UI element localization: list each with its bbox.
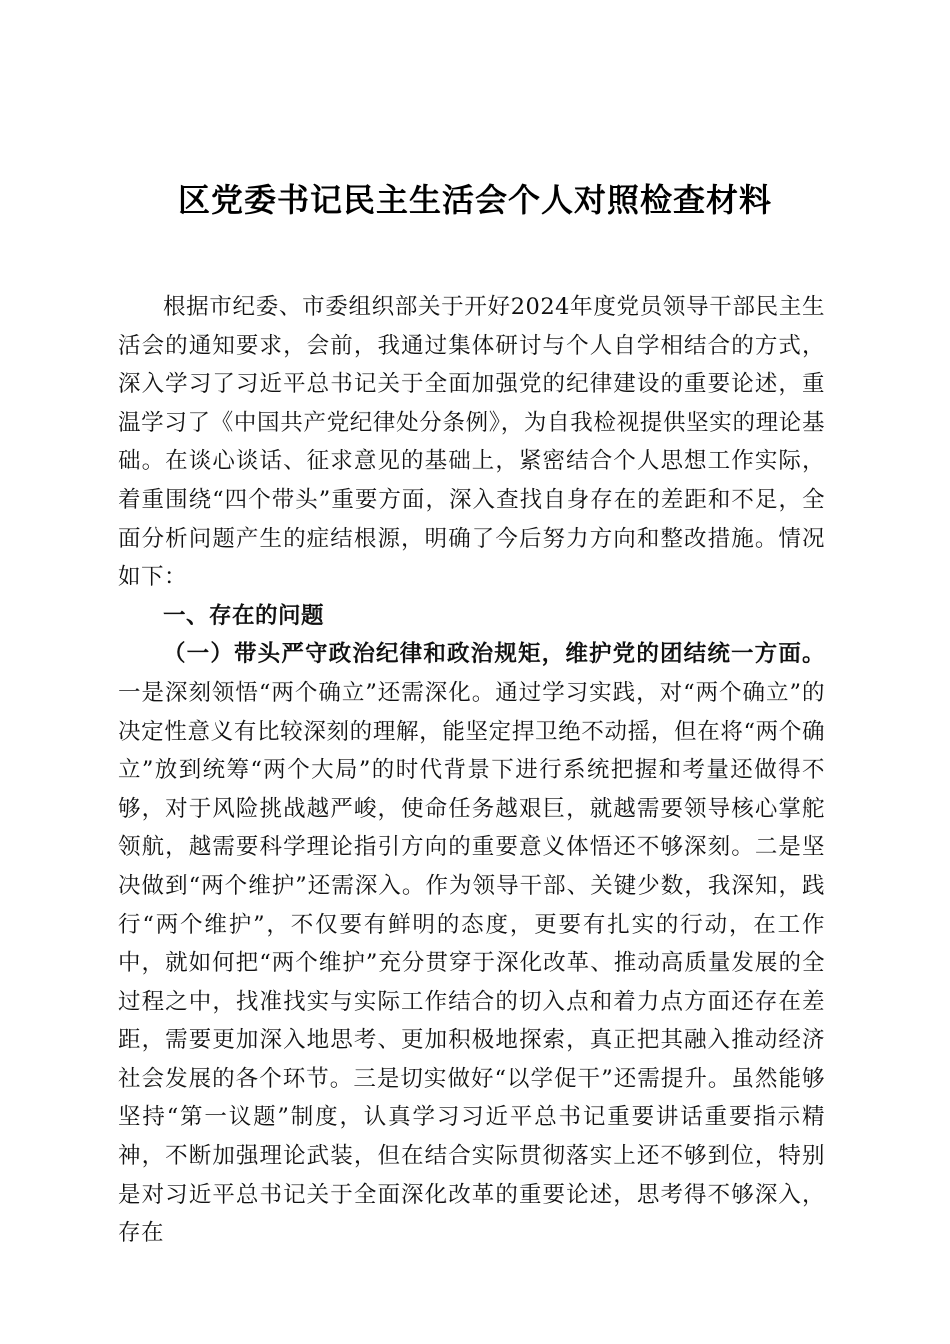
document-body [118, 288, 825, 1253]
document-title: 区党委书记民主生活会个人对照检查材料 [177, 181, 772, 219]
subsection-heading: （一）带头严守政治纪律和政治规矩，维护党的团结统一方面。 [163, 641, 825, 668]
subsection-paragraph [118, 635, 825, 1253]
intro-paragraph: 根据市纪委、市委组织部关于开好2024年度党员领导干部民主生活会的通知要求，会前，我通过集体研讨与个人自学相结合的方式，深入学习了习近平总书记关于全面加强党的纪律建设的重要论述，重温学习了《中国共产党纪律处分条例》，为自我检视提供坚实的理论基础。在谈心谈话、征求意见的基础上，紧密结合个人思想工作实际，着重围绕“四个带头”重要方面，深入查找自身存在的差距和不足，全面分析问题产生的症结根源，明确了今后努力方向和整改措施。情况如下： [118, 294, 825, 591]
section-heading: 一、存在的问题 [163, 602, 325, 629]
subsection-body: 一是深刻领悟“两个确立”还需深化。通过学习实践，对“两个确立”的决定性意义有比较深刻的理解，能坚定捍卫绝不动摇，但在将“两个确立”放到统筹“两个大局”的时代背景下进行系统把握和考量还做得不够，对于风险挑战越严峻，使命任务越艰巨，就越需要领导核心掌舵领航，越需要科学理论指引方向的重要意义体悟还不够深刻。二是坚决做到“两个维护”还需深入。作为领导干部、关键少数，我深知，践行“两个维护”，不仅要有鲜明的态度，更要有扎实的行动，在工作中，就如何把“两个维护”充分贯穿于深化改革、推动高质量发展的全过程之中，找准找实与实际工作结合的切入点和着力点方面还存在差距，需要更加深入地思考、更加积极地探索，真正把其融入推动经济社会发展的各个环节。三是切实做好“以学促干”还需提升。虽然能够坚持“第一议题”制度，认真学习习近平总书记重要讲话重要指示精神，不断加强理论武装，但在结合实际贯彻落实上还不够到位，特别是对习近平总书记关于全面深化改革的重要论述，思考得不够深入，存在 [118, 679, 825, 1247]
